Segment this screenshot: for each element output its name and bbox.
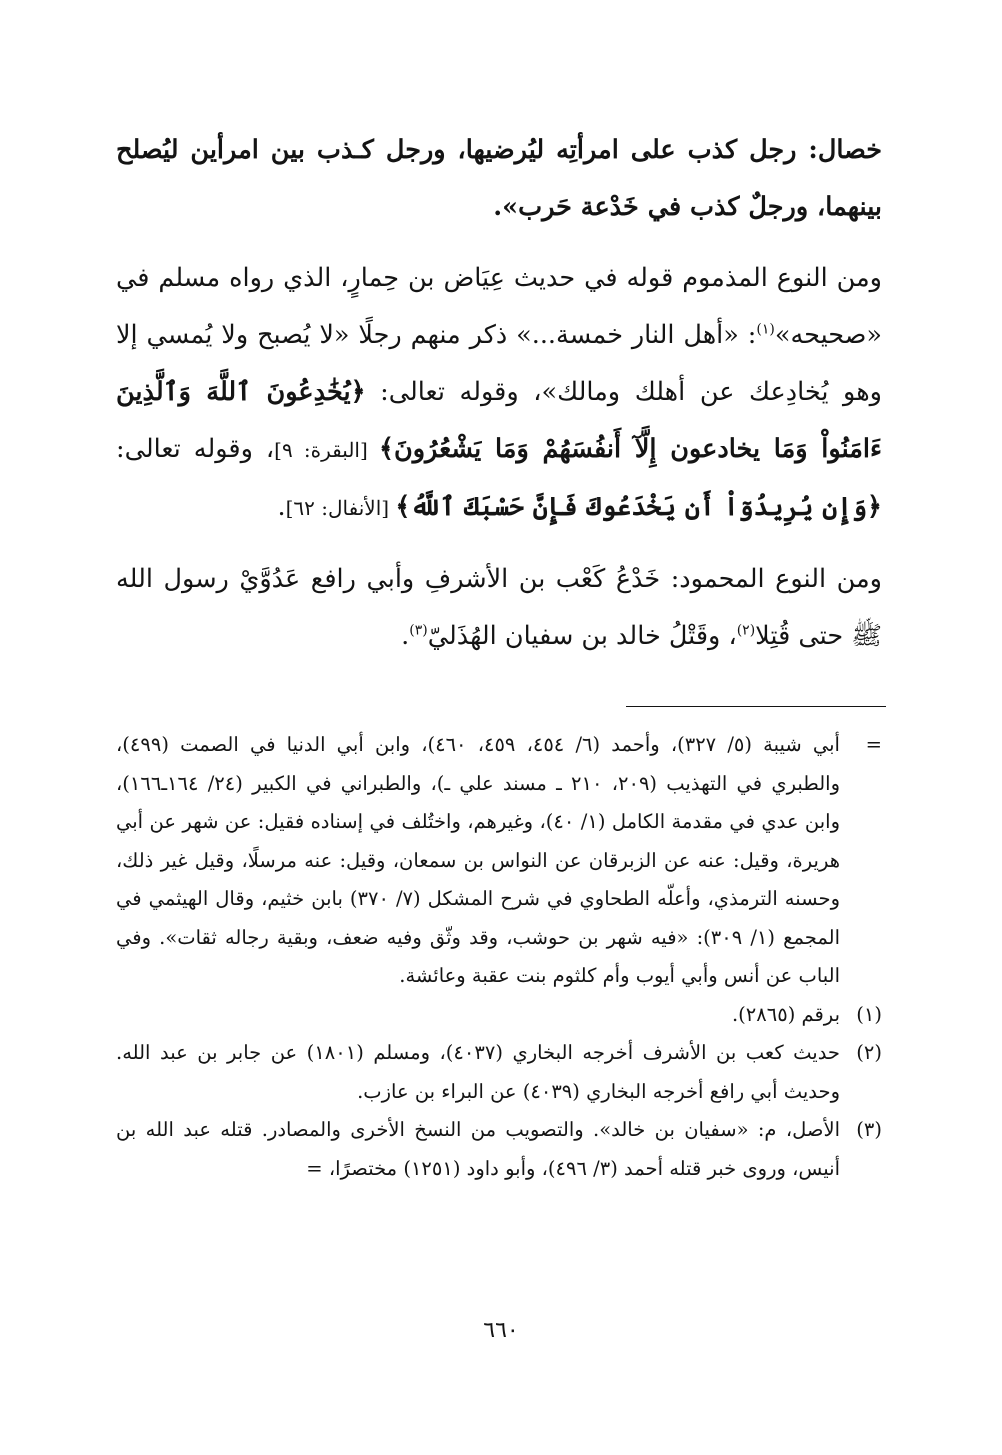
footnote-ref-3[interactable]: (٣) [409, 622, 428, 639]
footnotes [116, 726, 882, 1188]
footnote-marker: (٣) [856, 1118, 882, 1141]
footnote-1 [116, 996, 882, 1035]
paragraph-3-text-b: ، وقَتْلُ خالد بن سفيان الهُذَليّ [427, 621, 737, 651]
paragraph-2 [116, 250, 882, 537]
footnote-text: أبي شيبة (٥/ ٣٢٧)، وأحمد (٦/ ٤٥٤، ٤٥٩، ٤٦٠)، وابن أبي الدنيا في الصمت (٤٩٩)، والطبري في التهذيب (٢٠٩، ٢١٠ ـ مسند علي ـ)، والطبراني في الكبير (٢٤/ ١٦٤ـ١٦٦)، وابن عدي في مقدمة الكامل (١/ ٤٠)، وغيرهم، واختُلف في إسناده فقيل: عن شهر عن أبي هريرة، وقيل: عنه عن الزبرقان عن النواس بن سمعان، وقيل: عنه مرسلًا، وقيل غير ذلك، وحسنه الترمذي، وأعلّه الطحاوي في شرح المشكل (٧/ ٣٧٠) بابن خثيم، وقال الهيثمي في المجمع (١/ ٣٠٩): «فيه شهر بن حوشب، وقد وثّق وفيه ضعف، وبقية رجاله ثقات». وفي الباب عن أنس وأبي أيوب وأم كلثوم بنت عقبة وعائشة. [116, 733, 841, 987]
paragraph-2-end: . [277, 492, 286, 522]
paragraph-3-text-a: ومن النوع المحمود: خَدْعُ كَعْب بن الأشرفِ وأبي رافع عَدُوَّيْ رسول الله ﷺ حتى قُتِلا [116, 564, 882, 651]
footnote-ref-2[interactable]: (٢) [736, 622, 756, 639]
verse-ref-anfal: [الأنفال: ٦٢] [285, 496, 396, 520]
footnote-text: الأصل، م: «سفيان بن خالد». والتصويب من النسخ الأخرى والمصادر. قتله عبد الله بن أنيس، وروى خبر قتله أحمد (٣/ ٤٩٦)، وأبو داود (١٢٥١) مختصرًا، = [116, 1118, 840, 1180]
footnote-continued [116, 726, 882, 996]
paragraph-2-text-a: ومن النوع المذموم قوله في حديث عِيَاض بن حِمارٍ، الذي رواه مسلم في «صحيحه» [116, 263, 882, 350]
quran-verse-anfal: ﴿وَإِن يُرِيدُوٓاْ أَن يَخْدَعُوكَ فَإِنَّ حَسْبَكَ ٱللَّهُ﴾ [395, 492, 882, 522]
paragraph-2-text-b: : «أهل النار خمسة...» ذكر منهم رجلًا «لا يُصبح ولا يُمسي إلا وهو يُخادِعك عن أهلك ومالك»، وقوله تعالى: [116, 320, 882, 407]
paragraph-2-text-c: ، وقوله تعالى: [116, 434, 275, 464]
footnote-marker: = [865, 733, 882, 756]
footnote-text: برقم (٢٨٦٥). [731, 1002, 840, 1026]
paragraph-3-end: . [401, 621, 410, 651]
footnote-2 [116, 1034, 882, 1111]
footnote-text: حديث كعب بن الأشرف أخرجه البخاري (٤٠٣٧)، ومسلم (١٨٠١) عن جابر بن عبد الله. وحديث أبي رافع أخرجه البخاري (٤٠٣٩) عن البراء بن عازب. [116, 1041, 840, 1103]
main-text [116, 122, 882, 679]
footnote-marker: (١) [856, 1002, 882, 1026]
footnote-ref-1[interactable]: (١) [756, 321, 775, 338]
footnote-separator [626, 706, 886, 707]
paragraph-1: خصال: رجل كذب على امرأتِه ليُرضيها، ورجل كـذب بين امرأين ليُصلح بينهما، ورجلٌ كذب في خَدْعة حَرب». [116, 135, 882, 222]
quran-verse-baqarah: ﴿يُخَٰدِعُونَ ٱللَّهَ وَٱلَّذِينَ ءَامَنُواْ وَمَا يخادعون إِلَّآ أَنفُسَهُمْ وَمَا يَشْعُرُونَ﴾ [116, 377, 882, 464]
footnote-marker: (٢) [856, 1041, 882, 1064]
page-number: ٦٦٠ [483, 1318, 519, 1343]
paragraph-3 [116, 551, 882, 665]
verse-ref-baqarah: [البقرة: ٩] [274, 438, 380, 462]
footnote-3 [116, 1111, 882, 1188]
